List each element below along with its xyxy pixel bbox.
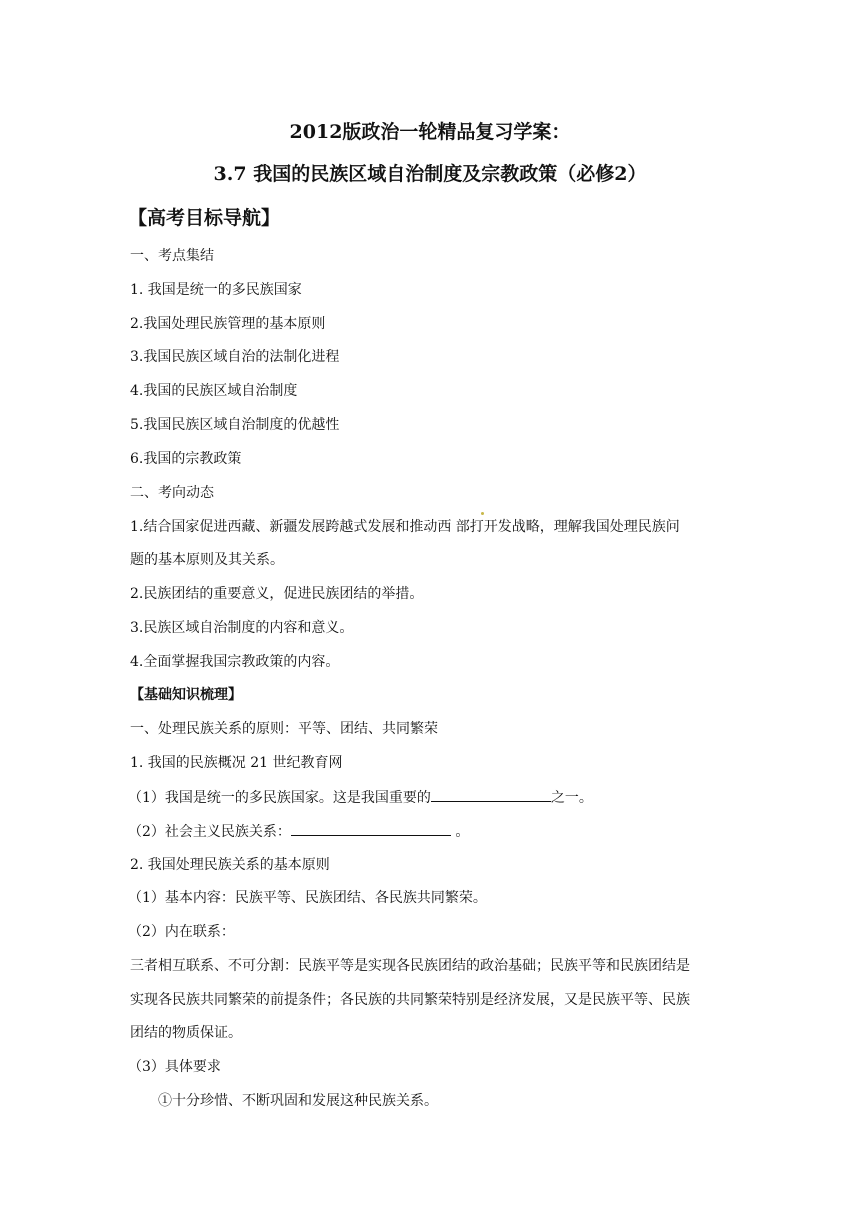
kaodian-heading: 一、考点集结 (130, 248, 214, 264)
fill-blank-line (128, 821, 469, 842)
basic-line: 2. 我国处理民族关系的基本原则 (130, 857, 330, 873)
kaodian-item: 3.我国民族区域自治的法制化进程 (130, 349, 340, 365)
kaoxiang-item: 2.民族团结的重要意义，促进民族团结的举措。 (130, 586, 424, 602)
document-subtitle: 3.7 我国的民族区域自治制度及宗教政策（必修2） (213, 163, 647, 185)
kaoxiang-heading: 二、考向动态 (130, 485, 214, 501)
document-title: 2012版政治一轮精品复习学案： (289, 121, 571, 143)
kaoxiang-item-cont: 题的基本原则及其关系。 (130, 552, 284, 568)
kaoxiang-item: 1.结合国家促进西藏、新疆发展跨越式发展和推动西 部打开发战略，理解我国处理民族问 (130, 519, 680, 535)
kaodian-item: 6.我国的宗教政策 (130, 451, 242, 467)
kaoxiang-item: 3.民族区域自治制度的内容和意义。 (130, 620, 354, 636)
basic-line: ①十分珍惜、不断巩固和发展这种民族关系。 (158, 1093, 438, 1109)
fill-blank-line (128, 787, 593, 808)
basic-line: （2）内在联系： (128, 924, 235, 940)
paragraph-line: 团结的物质保证。 (130, 1025, 242, 1041)
basic-line: 一、处理民族关系的原则：平等、团结、共同繁荣 (130, 721, 438, 737)
basic-line: （3）具体要求 (128, 1059, 221, 1075)
fill-blank-text: （1）我国是统一的多民族国家。这是我国重要的 (128, 790, 431, 806)
fill-blank-text: 。 (450, 824, 470, 840)
fill-blank (291, 821, 451, 836)
fill-blank-text: （2）社会主义民族关系： (128, 824, 291, 840)
kaodian-item: 2.我国处理民族管理的基本原则 (130, 316, 326, 332)
paragraph-line: 实现各民族共同繁荣的前提条件；各民族的共同繁荣特别是经济发展，又是民族平等、民族 (130, 992, 690, 1008)
section-heading-basic: 【基础知识梳理】 (130, 687, 242, 703)
kaodian-item: 4.我国的民族区域自治制度 (130, 383, 298, 399)
fill-blank-text: 之一。 (550, 790, 593, 806)
basic-line: （1）基本内容：民族平等、民族团结、各民族共同繁荣。 (128, 890, 487, 906)
fill-blank (431, 787, 551, 802)
kaodian-item: 1. 我国是统一的多民族国家 (130, 282, 302, 298)
kaodian-item: 5.我国民族区域自治制度的优越性 (130, 417, 340, 433)
kaoxiang-item: 4.全面掌握我国宗教政策的内容。 (130, 654, 340, 670)
basic-line: 1. 我国的民族概况 21 世纪教育网 (130, 755, 343, 771)
section-heading-target: 【高考目标导航】 (128, 207, 281, 229)
paragraph-line: 三者相互联系、不可分割：民族平等是实现各民族团结的政治基础；民族平等和民族团结是 (130, 958, 690, 974)
stray-dot (481, 512, 484, 515)
